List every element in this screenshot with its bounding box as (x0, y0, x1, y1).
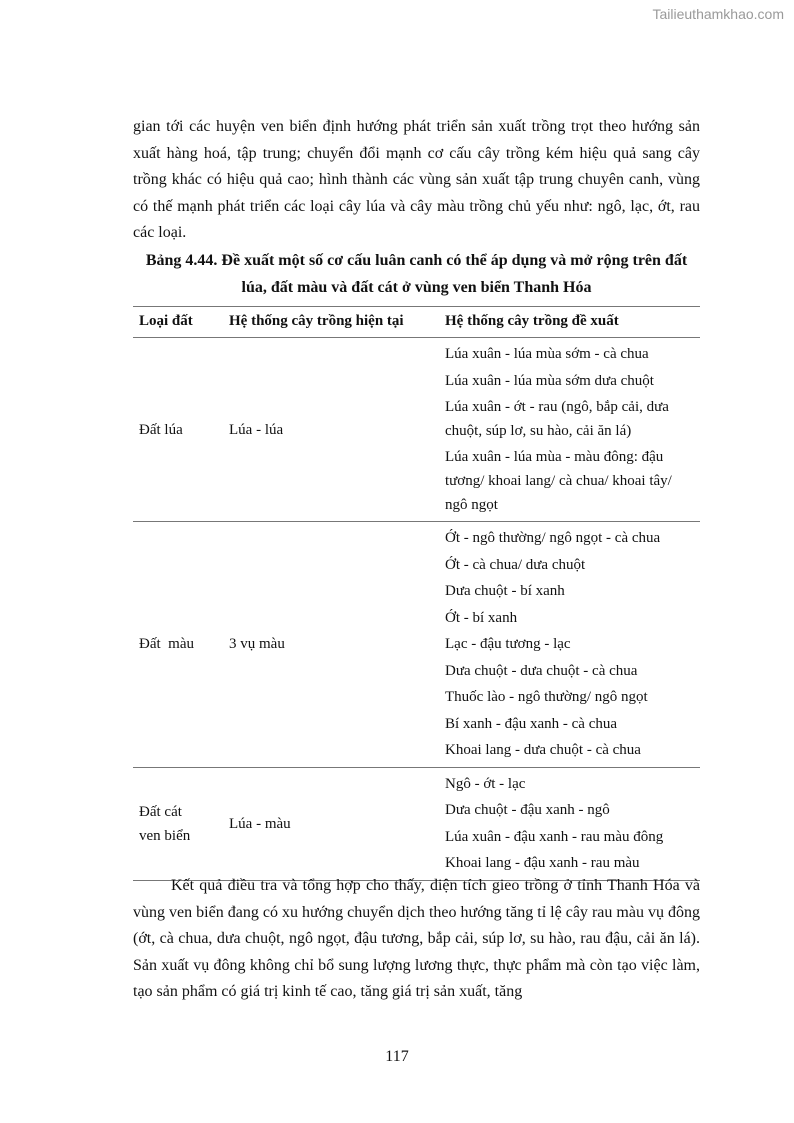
soil-type-line: Đất cát (139, 803, 182, 820)
soil-type-cell: Đất lúa (133, 338, 223, 522)
proposed-item: Lúa xuân - lúa mùa sớm - cà chua (445, 346, 649, 362)
proposed-item: Bí xanh - đậu xanh - cà chua (445, 715, 618, 732)
table-row-color-soil (133, 522, 700, 768)
header-proposed-system: Hệ thống cây trồng đề xuất (439, 307, 700, 338)
proposed-system-cell (439, 338, 700, 522)
result-paragraph: Kết quả điều tra và tổng hợp cho thấy, diện tích gieo trồng ở tỉnh Thanh Hóa và vùng ven biển đang có xu hướng chuyển dịch theo hướng tăng tỉ lệ cây rau màu vụ đông (ớt, cà chua, dưa chuột, ngô ngọt, đậu tương, bắp cải, súp lơ, su hào, rau đậu, cải ăn lá). Sản xuất vụ đông không chỉ bổ sung lượng lương thực, thực phẩm mà còn tạo việc làm, tạo sản phẩm có giá trị kinh tế cao, tăng giá trị sản xuất, tăng (133, 877, 700, 1000)
table-row-coastal-sand-soil (133, 767, 700, 880)
proposed-item: Ngô - ớt - lạc (445, 775, 526, 792)
proposed-item: Dưa chuột - dưa chuột - cà chua (445, 662, 638, 679)
page-number: 117 (385, 1048, 409, 1065)
soil-type-cell (133, 767, 223, 880)
current-system-cell: Lúa - lúa (223, 338, 439, 522)
proposed-system-cell (439, 767, 700, 880)
current-system-cell: Lúa - màu (223, 767, 439, 880)
header-soil-type: Loại đất (133, 307, 223, 338)
proposed-item: Ớt - bí xanh (445, 609, 518, 626)
proposed-item: Lúa xuân - ớt - rau (ngô, bắp cải, dưa chuột, súp lơ, su hào, cải ăn lá) (445, 399, 669, 439)
table-caption: Bảng 4.44. Đề xuất một số cơ cấu luân canh có thể áp dụng và mở rộng trên đất lúa, đất màu và đất cát ở vùng ven biển Thanh Hóa (145, 252, 688, 296)
proposed-item: Ớt - ngô thường/ ngô ngọt - cà chua (445, 530, 661, 546)
proposed-system-cell (439, 522, 700, 768)
proposed-item: Dưa chuột - đậu xanh - ngô (445, 802, 610, 818)
soil-type-line: ven biển (139, 827, 191, 844)
rotation-table (133, 306, 700, 881)
current-system-cell: 3 vụ màu (223, 522, 439, 768)
table-header-row (133, 307, 700, 338)
soil-type-cell: Đất màu (133, 522, 223, 768)
table-row-rice-soil (133, 338, 700, 522)
intro-paragraph: gian tới các huyện ven biển định hướng phát triển sản xuất trồng trọt theo hướng sản xuất hàng hoá, tập trung; chuyển đổi mạnh cơ cấu cây trồng kém hiệu quả sang cây trồng khác có hiệu quả cao; hình thành các vùng sản xuất tập trung chuyên canh, vùng có thế mạnh phát triển các loại cây lúa và cây màu trồng chủ yếu như: ngô, lạc, ớt, rau các loại. (133, 118, 700, 241)
proposed-item: Lúa xuân - lúa mùa sớm dưa chuột (445, 372, 654, 389)
header-current-system: Hệ thống cây trồng hiện tại (223, 307, 439, 338)
proposed-item: Lúa xuân - lúa mùa - màu đông: đậu tương/ khoai lang/ cà chua/ khoai tây/ ngô ngọt (445, 449, 672, 513)
proposed-item: Khoai lang - dưa chuột - cà chua (445, 742, 641, 758)
proposed-item: Khoai lang - đậu xanh - rau màu (445, 855, 640, 871)
proposed-item: Dưa chuột - bí xanh (445, 583, 565, 599)
proposed-item: Ớt - cà chua/ dưa chuột (445, 556, 586, 573)
proposed-item: Lúa xuân - đậu xanh - rau màu đông (445, 828, 664, 845)
proposed-item: Thuốc lào - ngô thường/ ngô ngọt (445, 689, 648, 705)
proposed-item: Lạc - đậu tương - lạc (445, 636, 571, 652)
watermark-text: Tailieuthamkhao.com (652, 6, 784, 22)
